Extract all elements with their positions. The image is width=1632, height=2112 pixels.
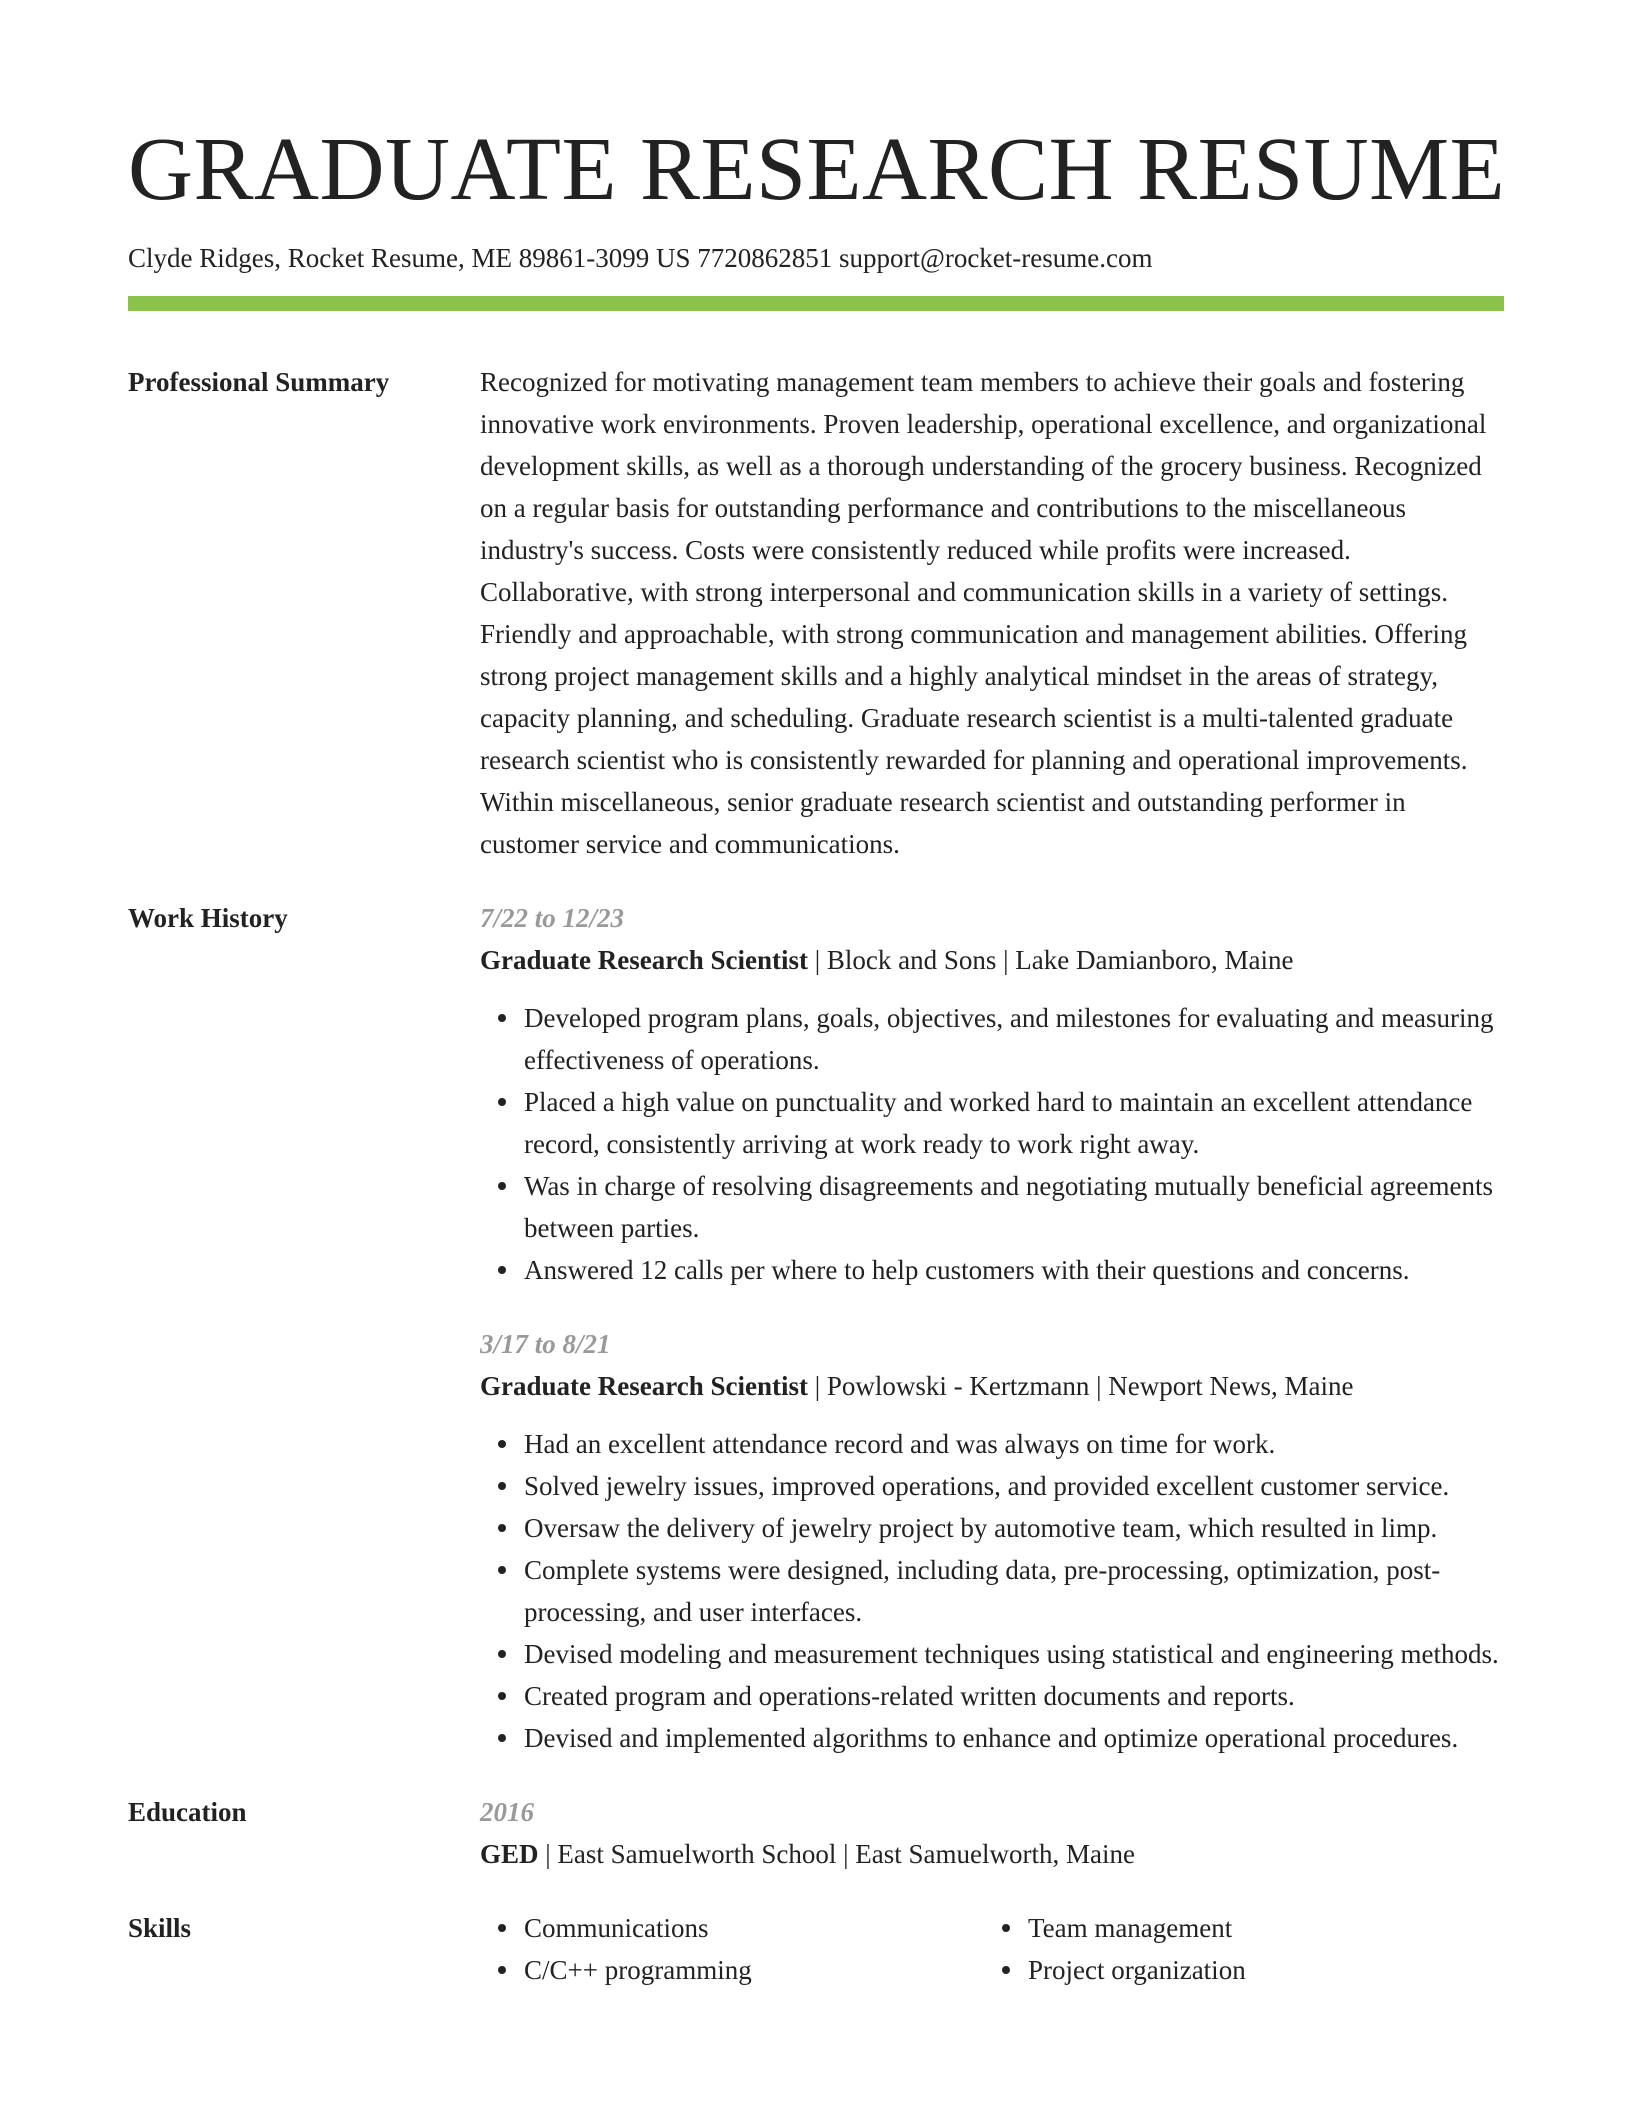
- job-heading: [480, 939, 1504, 981]
- education-heading: [480, 1833, 1504, 1875]
- skills-column-1: [480, 1907, 984, 1991]
- job-title: Graduate Research Scientist: [480, 945, 808, 975]
- list-item: Devised and implemented algorithms to enhance and optimize operational procedures.: [524, 1717, 1504, 1759]
- summary-section: [128, 361, 1504, 865]
- skills-column-2: [984, 1907, 1246, 1991]
- contact-line: Clyde Ridges, Rocket Resume, ME 89861-3099 US 7720862851 support@rocket-resume.com: [128, 243, 1153, 273]
- education-degree: GED: [480, 1839, 539, 1869]
- job-details: | Powlowski - Kertzmann | Newport News, Maine: [807, 1371, 1354, 1401]
- section-title-work: Work History: [128, 903, 288, 933]
- education-section: [128, 1791, 1504, 1875]
- section-title-summary: Professional Summary: [128, 367, 390, 397]
- list-item: Devised modeling and measurement techniques using statistical and engineering methods.: [524, 1633, 1504, 1675]
- list-item: Created program and operations-related written documents and reports.: [524, 1675, 1504, 1717]
- resume-title: GRADUATE RESEARCH RESUME: [128, 120, 1506, 219]
- skills-section: [128, 1907, 1504, 1991]
- education-details: | East Samuelworth School | East Samuelworth, Maine: [538, 1839, 1135, 1869]
- list-item: Had an excellent attendance record and was always on time for work.: [524, 1423, 1504, 1465]
- list-item: Complete systems were designed, including data, pre-processing, optimization, post-processing, and user interfaces.: [524, 1549, 1504, 1633]
- section-title-skills: Skills: [128, 1913, 192, 1943]
- job-dates: 3/17 to 8/21: [480, 1329, 611, 1359]
- list-item: Team management: [1028, 1907, 1246, 1949]
- list-item: Developed program plans, goals, objectives, and milestones for evaluating and measuring effectiveness of operations.: [524, 997, 1504, 1081]
- list-item: Placed a high value on punctuality and worked hard to maintain an excellent attendance record, consistently arriving at work ready to work right away.: [524, 1081, 1504, 1165]
- resume-page: [128, 0, 1504, 1991]
- list-item: Solved jewelry issues, improved operations, and provided excellent customer service.: [524, 1465, 1504, 1507]
- job-heading: [480, 1365, 1504, 1407]
- skills-grid: [480, 1907, 1504, 1991]
- job-details: | Block and Sons | Lake Damianboro, Maine: [807, 945, 1294, 975]
- section-title-education: Education: [128, 1797, 247, 1827]
- list-item: Oversaw the delivery of jewelry project by automotive team, which resulted in limp.: [524, 1507, 1504, 1549]
- job-title: Graduate Research Scientist: [480, 1371, 808, 1401]
- education-year: 2016: [480, 1797, 534, 1827]
- header-divider: [128, 296, 1504, 311]
- job-entry: [480, 1323, 1504, 1759]
- list-item: Project organization: [1028, 1949, 1246, 1991]
- education-body: [480, 1791, 1504, 1875]
- list-item: Was in charge of resolving disagreements and negotiating mutually beneficial agreements between parties.: [524, 1165, 1504, 1249]
- work-section: [128, 897, 1504, 1759]
- skills-body: [480, 1907, 1504, 1991]
- list-item: Answered 12 calls per where to help customers with their questions and concerns.: [524, 1249, 1504, 1291]
- job-bullets: [480, 1423, 1504, 1759]
- job-entry: [480, 897, 1504, 1291]
- job-bullets: [480, 997, 1504, 1291]
- list-item: Communications: [524, 1907, 984, 1949]
- list-item: C/C++ programming: [524, 1949, 984, 1991]
- summary-text: Recognized for motivating management team members to achieve their goals and fostering innovative work environments. Proven leadership, operational excellence, and organizational development skills, as well as a thorough understanding of the grocery business. Recognized on a regular basis for outstanding performance and contributions to the miscellaneous industry's success. Costs were consistently reduced while profits were increased. Collaborative, with strong interpersonal and communication skills in a variety of settings. Friendly and approachable, with strong communication and management abilities. Offering strong project management skills and a highly analytical mindset in the areas of strategy, capacity planning, and scheduling. Graduate research scientist is a multi-talented graduate research scientist who is consistently rewarded for planning and operational improvements. Within miscellaneous, senior graduate research scientist and outstanding performer in customer service and communications.: [480, 367, 1487, 859]
- summary-body: [480, 361, 1504, 865]
- job-dates: 7/22 to 12/23: [480, 903, 625, 933]
- work-body: [480, 897, 1504, 1759]
